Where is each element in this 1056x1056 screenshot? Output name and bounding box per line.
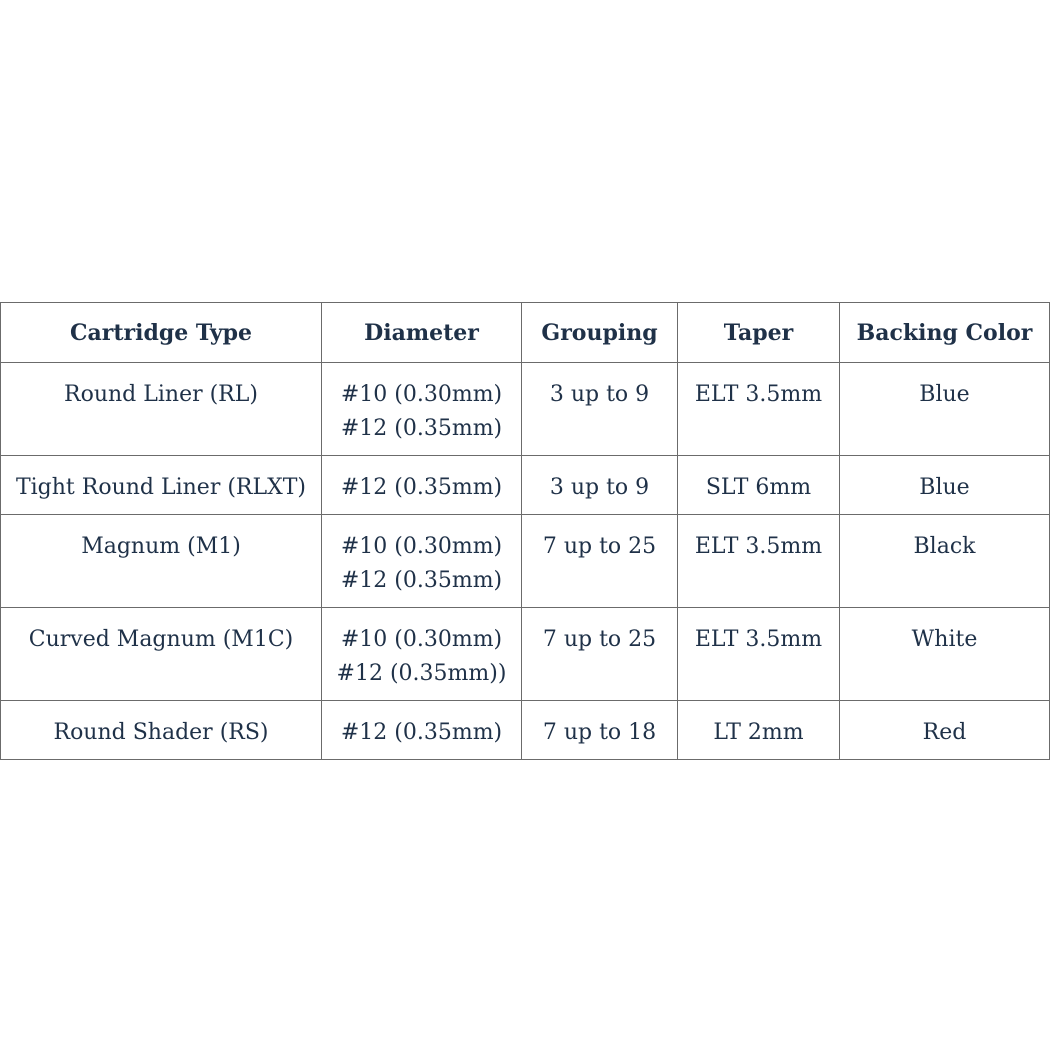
cell-type [1, 701, 322, 760]
cell-type [1, 608, 322, 701]
cell-grouping-text: 7 up to 25 [542, 534, 657, 559]
cell-diameter [322, 456, 522, 515]
cell-taper-text: SLT 6mm [705, 475, 812, 500]
cell-taper [678, 701, 840, 760]
cartridge-table [0, 302, 1050, 760]
cell-taper-text: LT 2mm [713, 720, 804, 745]
cell-grouping [522, 456, 678, 515]
cartridge-table-container [0, 302, 1050, 760]
cell-grouping [522, 363, 678, 456]
diameter-line: #12 (0.35mm) [340, 475, 503, 500]
cell-grouping [522, 515, 678, 608]
table-row [1, 456, 1050, 515]
cell-diameter [322, 701, 522, 760]
header-backing-color: Backing Color [840, 303, 1050, 363]
cell-type-text: Magnum (M1) [81, 534, 241, 559]
cell-backing-color [840, 456, 1050, 515]
cell-type-text: Tight Round Liner (RLXT) [15, 475, 307, 500]
cell-backing-text: Blue [919, 475, 970, 500]
cell-backing-text: Blue [919, 382, 970, 407]
diameter-line: #10 (0.30mm) [340, 627, 503, 652]
table-row [1, 701, 1050, 760]
header-cartridge-type: Cartridge Type [1, 303, 322, 363]
diameter-line: #10 (0.30mm) [340, 382, 503, 407]
cell-grouping-text: 3 up to 9 [549, 475, 650, 500]
cell-grouping [522, 701, 678, 760]
cell-taper [678, 608, 840, 701]
table-row [1, 363, 1050, 456]
cell-taper [678, 363, 840, 456]
cell-grouping-text: 7 up to 25 [542, 627, 657, 652]
header-grouping: Grouping [522, 303, 678, 363]
cell-taper-text: ELT 3.5mm [694, 627, 823, 652]
cell-backing-color [840, 701, 1050, 760]
table-row [1, 608, 1050, 701]
cell-taper [678, 456, 840, 515]
cell-type-text: Round Shader (RS) [53, 720, 269, 745]
cell-backing-color [840, 608, 1050, 701]
cell-diameter [322, 363, 522, 456]
cell-diameter [322, 515, 522, 608]
cell-backing-text: Black [913, 534, 976, 559]
diameter-line: #12 (0.35mm)) [336, 661, 507, 686]
cell-grouping [522, 608, 678, 701]
cell-backing-color [840, 515, 1050, 608]
diameter-line: #10 (0.30mm) [340, 534, 503, 559]
cell-backing-text: Red [922, 720, 967, 745]
header-taper: Taper [678, 303, 840, 363]
cell-taper-text: ELT 3.5mm [694, 382, 823, 407]
cell-backing-text: White [911, 627, 978, 652]
cell-grouping-text: 7 up to 18 [542, 720, 657, 745]
cell-taper-text: ELT 3.5mm [694, 534, 823, 559]
cell-backing-color [840, 363, 1050, 456]
diameter-line: #12 (0.35mm) [340, 720, 503, 745]
cell-type-text: Curved Magnum (M1C) [28, 627, 294, 652]
diameter-line: #12 (0.35mm) [340, 568, 503, 593]
cell-taper [678, 515, 840, 608]
cell-type-text: Round Liner (RL) [64, 382, 258, 407]
cell-type [1, 456, 322, 515]
table-header-row [1, 303, 1050, 363]
cell-diameter [322, 608, 522, 701]
table-row [1, 515, 1050, 608]
cell-type [1, 363, 322, 456]
diameter-line: #12 (0.35mm) [340, 416, 503, 441]
cell-type [1, 515, 322, 608]
cell-grouping-text: 3 up to 9 [549, 382, 650, 407]
header-diameter: Diameter [322, 303, 522, 363]
